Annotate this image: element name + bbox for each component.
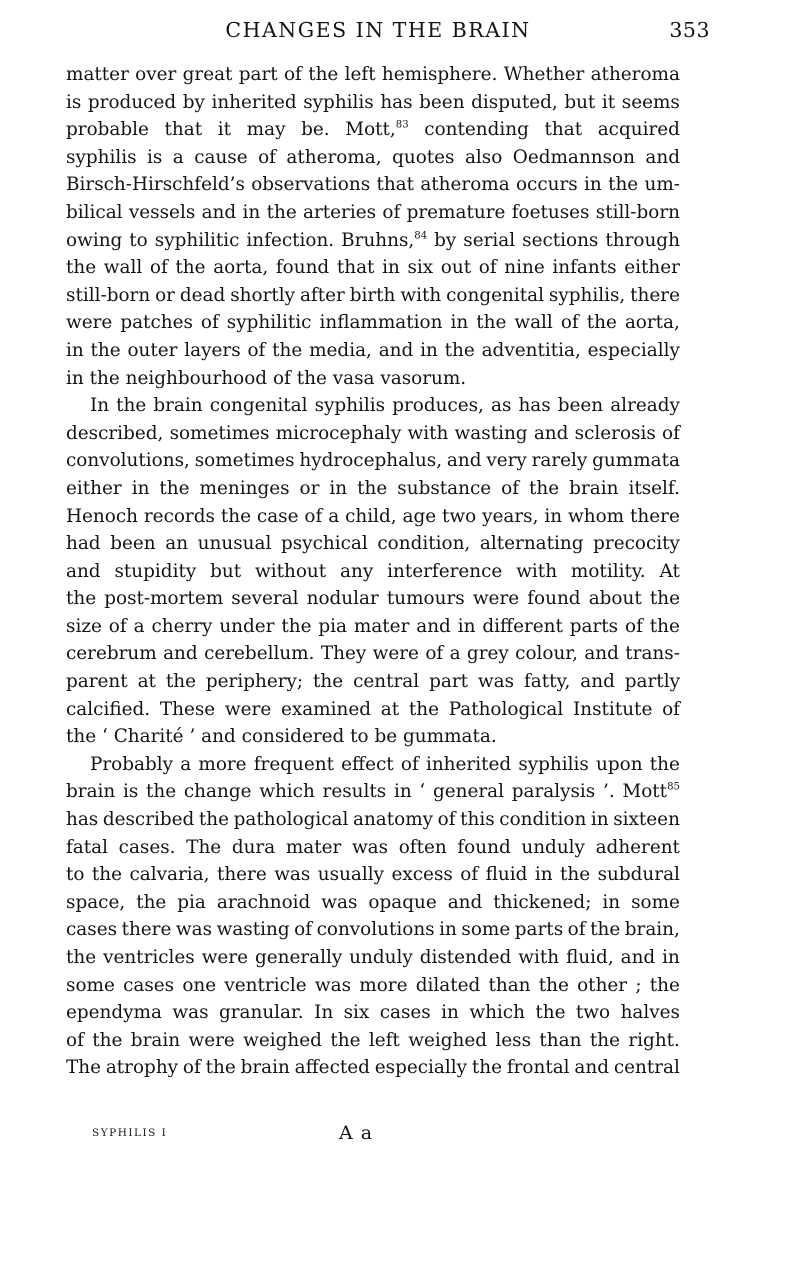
text-line: calcified. These were examined at the Pathological Institute of [66,698,680,720]
text-line: some cases one ventricle was more dilated than the other ; the [66,974,680,996]
text-line: cerebrum and cerebellum. They were of a grey colour, and trans- [66,643,680,665]
text-line: matter over great part of the left hemisphere. Whether atheroma [66,64,680,85]
text-line: to the calvaria, there was usually excess of fluid in the subdural [66,864,680,886]
text-line: either in the meninges or in the substance of the brain itself. [66,477,680,499]
text-line: owing to syphilitic infection. Bruhns,$^{84}$ by serial sections through [66,229,680,251]
text-line: ependyma was granular. In six cases in which the two halves [66,1002,680,1024]
text-line: space, the pia arachnoid was opaque and thickened; in some [66,891,680,913]
text-line: parent at the periphery; the central part was fatty, and partly [66,671,680,693]
signature-label: SYPHILIS I [92,1127,168,1139]
text-line: Probably a more frequent effect of inherited syphilis upon the [90,753,680,775]
text-line: still-born or dead shortly after birth with congenital syphilis, there [66,284,680,306]
text-line: the wall of the aorta, found that in six out of nine infants either [66,257,680,279]
text-line: in the neighbourhood of the vasa vasorum. [66,367,467,389]
text-line: Henoch records the case of a child, age two years, in whom there [66,505,680,527]
text-line: described, sometimes microcephaly with wasting and sclerosis of [66,422,680,444]
text-line: of the brain were weighed the left weighed less than the right. [66,1029,680,1051]
text-line: brain is the change which results in ‘ general paralysis ’. Mott$^{85}$ [66,781,680,803]
page-number: 353 [669,18,710,42]
text-line: and stupidity but without any interference with motility. At [66,560,680,582]
page-footer [92,1122,672,1152]
text-line: syphilis is a cause of atheroma, quotes also Oedmannson and [66,146,680,168]
text-line: the ‘ Charité ’ and considered to be gummata. [66,726,497,748]
footnote-ref: 85 [667,781,680,793]
text-line: fatal cases. The dura mater was often found unduly adherent [66,836,680,858]
text-line: in the outer layers of the media, and in the adventitia, especially [66,339,680,361]
text-line: had been an unusual psychical condition, alternating precocity [66,533,680,555]
text-line: the ventricles were generally unduly distended with fluid, and in [66,947,680,968]
page-header [66,10,710,50]
text-line: has described the pathological anatomy of this condition in sixteen [66,809,680,831]
text-line: probable that it may be. Mott,$^{83}$ contending that acquired [66,119,680,141]
text-line: is produced by inherited syphilis has been disputed, but it seems [66,91,680,113]
text-line: In the brain congenital syphilis produces, as has been already [90,395,680,417]
text-line: The atrophy of the brain affected especially the frontal and central [66,1057,680,1079]
text-line: cases there was wasting of convolutions in some parts of the brain, [66,919,680,941]
text-line: size of a cherry under the pia mater and in different parts of the [66,615,680,637]
body-text [66,61,680,1082]
footnote-ref: 83 [395,119,409,131]
text-line: Birsch-Hirschfeld’s observations that atheroma occurs in the um- [66,174,680,196]
text-line: convolutions, sometimes hydrocephalus, and very rarely gummata [66,450,680,472]
signature-mark: A a [339,1122,374,1144]
text-line: were patches of syphilitic inflammation in the wall of the aorta, [66,312,680,334]
running-title: CHANGES IN THE BRAIN [225,18,531,42]
text-line: the post-mortem several nodular tumours were found about the [66,588,680,610]
text-line: bilical vessels and in the arteries of premature foetuses still-born [66,201,680,223]
footnote-ref: 84 [414,229,428,241]
